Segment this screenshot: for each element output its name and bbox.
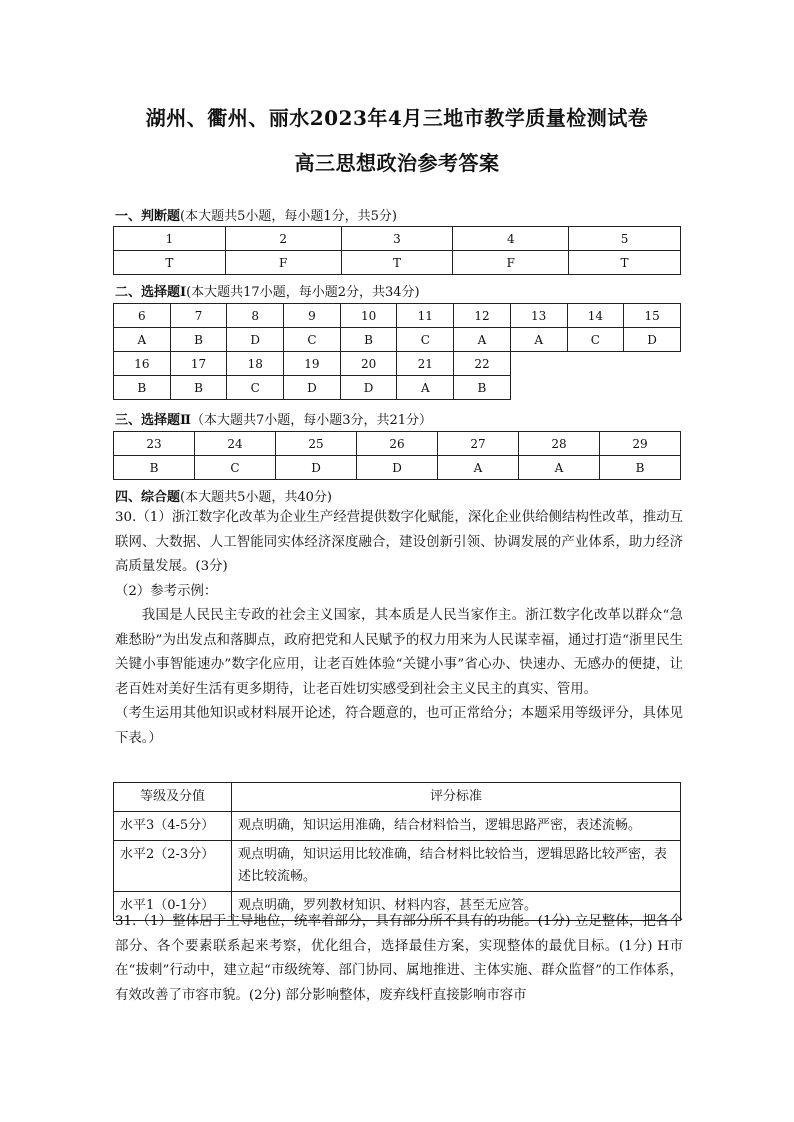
empty-cell — [510, 376, 567, 400]
question-number-cell: 8 — [227, 304, 284, 328]
answer-cell: B — [114, 456, 195, 480]
q31-part1: 31.（1）整体居于主导地位，统率着部分，具有部分所不具有的功能。(1分) 立足整体，把各个部分、各个要素联系起来考察，优化组合，选择最佳方案，实现整体的最优目标。(1分) H市在“拔刺”行动中，建立起“市级统筹、部门协同、属地推进、主体实施、群众监督”的工作体系，有效改善了市容市貌。(2分) 部分影响整体，废弃线杆直接影响市容市 — [115, 914, 683, 1003]
question-number-cell: 28 — [519, 432, 600, 456]
part3-table — [113, 431, 681, 480]
answer-cell: T — [341, 251, 453, 275]
rubric-level: 水平2（2-3分） — [114, 841, 232, 892]
answer-cell: A — [519, 456, 600, 480]
question-number-cell: 1 — [114, 227, 226, 251]
part1-table — [113, 226, 681, 275]
answer-cell: B — [340, 328, 397, 352]
answer-cell: B — [170, 328, 227, 352]
answer-cell: B — [600, 456, 681, 480]
empty-cell — [567, 376, 624, 400]
rubric-criteria: 观点明确，知识运用比较准确，结合材料比较恰当，逻辑思路比较严密，表述比较流畅。 — [232, 841, 681, 892]
answer-cell: C — [195, 456, 276, 480]
question-number-cell: 9 — [284, 304, 341, 328]
answer-cell: B — [114, 376, 171, 400]
empty-cell — [624, 376, 681, 400]
question-number-cell: 2 — [225, 227, 341, 251]
empty-cell — [510, 352, 567, 376]
rubric-header-level: 等级及分值 — [114, 783, 232, 812]
answer-cell: A — [454, 328, 511, 352]
question-31-answers — [115, 910, 683, 1008]
answer-cell: C — [567, 328, 624, 352]
exam-title: 湖州、衢州、丽水2023年4月三地市教学质量检测试卷 — [145, 106, 649, 130]
answer-cell: D — [276, 456, 357, 480]
question-number-cell: 5 — [569, 227, 681, 251]
question-number-cell: 24 — [195, 432, 276, 456]
question-number-cell: 25 — [276, 432, 357, 456]
answer-cell: B — [170, 376, 227, 400]
answer-cell: T — [114, 251, 226, 275]
answer-cell: C — [227, 376, 284, 400]
question-number-cell: 20 — [340, 352, 397, 376]
answer-cell: D — [340, 376, 397, 400]
question-number-cell: 23 — [114, 432, 195, 456]
q30-scoring-note: （考生运用其他知识或材料展开论述，符合题意的，也可正常给分；本题采用等级评分，具体见下表。） — [115, 706, 683, 746]
part2-table — [113, 303, 681, 400]
part1-heading: 一、判断题(本大题共5小题，每小题1分，共5分) — [115, 209, 397, 224]
question-number-cell: 6 — [114, 304, 171, 328]
rubric-header-criteria: 评分标准 — [232, 783, 681, 812]
answer-cell: D — [357, 456, 438, 480]
question-30-answers — [115, 506, 683, 751]
rubric-level: 水平1（0-1分） — [114, 892, 232, 921]
question-number-cell: 17 — [170, 352, 227, 376]
answer-cell: A — [397, 376, 454, 400]
rubric-level: 水平3（4-5分） — [114, 812, 232, 841]
answer-cell: C — [284, 328, 341, 352]
answer-cell: T — [569, 251, 681, 275]
q30-sample-answer: 我国是人民民主专政的社会主义国家，其本质是人民当家作主。浙江数字化改革以群众“急难愁盼”为出发点和落脚点，政府把党和人民赋予的权力用来为人民谋幸福，通过打造“浙里民生关键小事智能速办”数字化应用，让老百姓体验“关键小事”省心办、快速办、无感办的便捷，让老百姓对美好生活有更多期待，让老百姓切实感受到社会主义民主的真实、管用。 — [115, 608, 683, 697]
part2-heading: 二、选择题Ⅰ(本大题共17小题，每小题2分，共34分) — [115, 285, 420, 300]
question-number-cell: 3 — [341, 227, 453, 251]
q30-part2-label: （2）参考示例： — [115, 583, 218, 599]
question-number-cell: 14 — [567, 304, 624, 328]
answer-cell: D — [624, 328, 681, 352]
question-number-cell: 15 — [624, 304, 681, 328]
question-number-cell: 19 — [284, 352, 341, 376]
rubric-table — [113, 782, 681, 921]
question-number-cell: 27 — [438, 432, 519, 456]
question-number-cell: 12 — [454, 304, 511, 328]
empty-cell — [624, 352, 681, 376]
question-number-cell: 18 — [227, 352, 284, 376]
answer-cell: F — [453, 251, 569, 275]
part3-heading: 三、选择题Ⅱ（本大题共7小题，每小题3分，共21分） — [115, 413, 433, 428]
question-number-cell: 29 — [600, 432, 681, 456]
question-number-cell: 21 — [397, 352, 454, 376]
answer-cell: D — [227, 328, 284, 352]
answer-cell: F — [225, 251, 341, 275]
question-number-cell: 4 — [453, 227, 569, 251]
question-number-cell: 26 — [357, 432, 438, 456]
answer-cell: A — [114, 328, 171, 352]
question-number-cell: 22 — [454, 352, 511, 376]
question-number-cell: 13 — [510, 304, 567, 328]
question-number-cell: 7 — [170, 304, 227, 328]
answer-cell: C — [397, 328, 454, 352]
rubric-criteria: 观点明确，知识运用准确，结合材料恰当，逻辑思路严密，表述流畅。 — [232, 812, 681, 841]
question-number-cell: 10 — [340, 304, 397, 328]
exam-subtitle: 高三思想政治参考答案 — [294, 151, 500, 175]
question-number-cell: 11 — [397, 304, 454, 328]
answer-cell: A — [510, 328, 567, 352]
answer-cell: B — [454, 376, 511, 400]
answer-cell: A — [438, 456, 519, 480]
part4-heading: 四、综合题(本大题共5小题，共40分) — [115, 490, 332, 505]
question-number-cell: 16 — [114, 352, 171, 376]
q30-part1: 30.（1）浙江数字化改革为企业生产经营提供数字化赋能，深化企业供给侧结构性改革，推动互联网、大数据、人工智能同实体经济深度融合，建设创新引领、协调发展的产业体系，助力经济高质量发展。(3分) — [115, 510, 683, 574]
empty-cell — [567, 352, 624, 376]
rubric-criteria: 观点明确，罗列教材知识、材料内容，甚至无应答。 — [232, 892, 681, 921]
answer-cell: D — [284, 376, 341, 400]
